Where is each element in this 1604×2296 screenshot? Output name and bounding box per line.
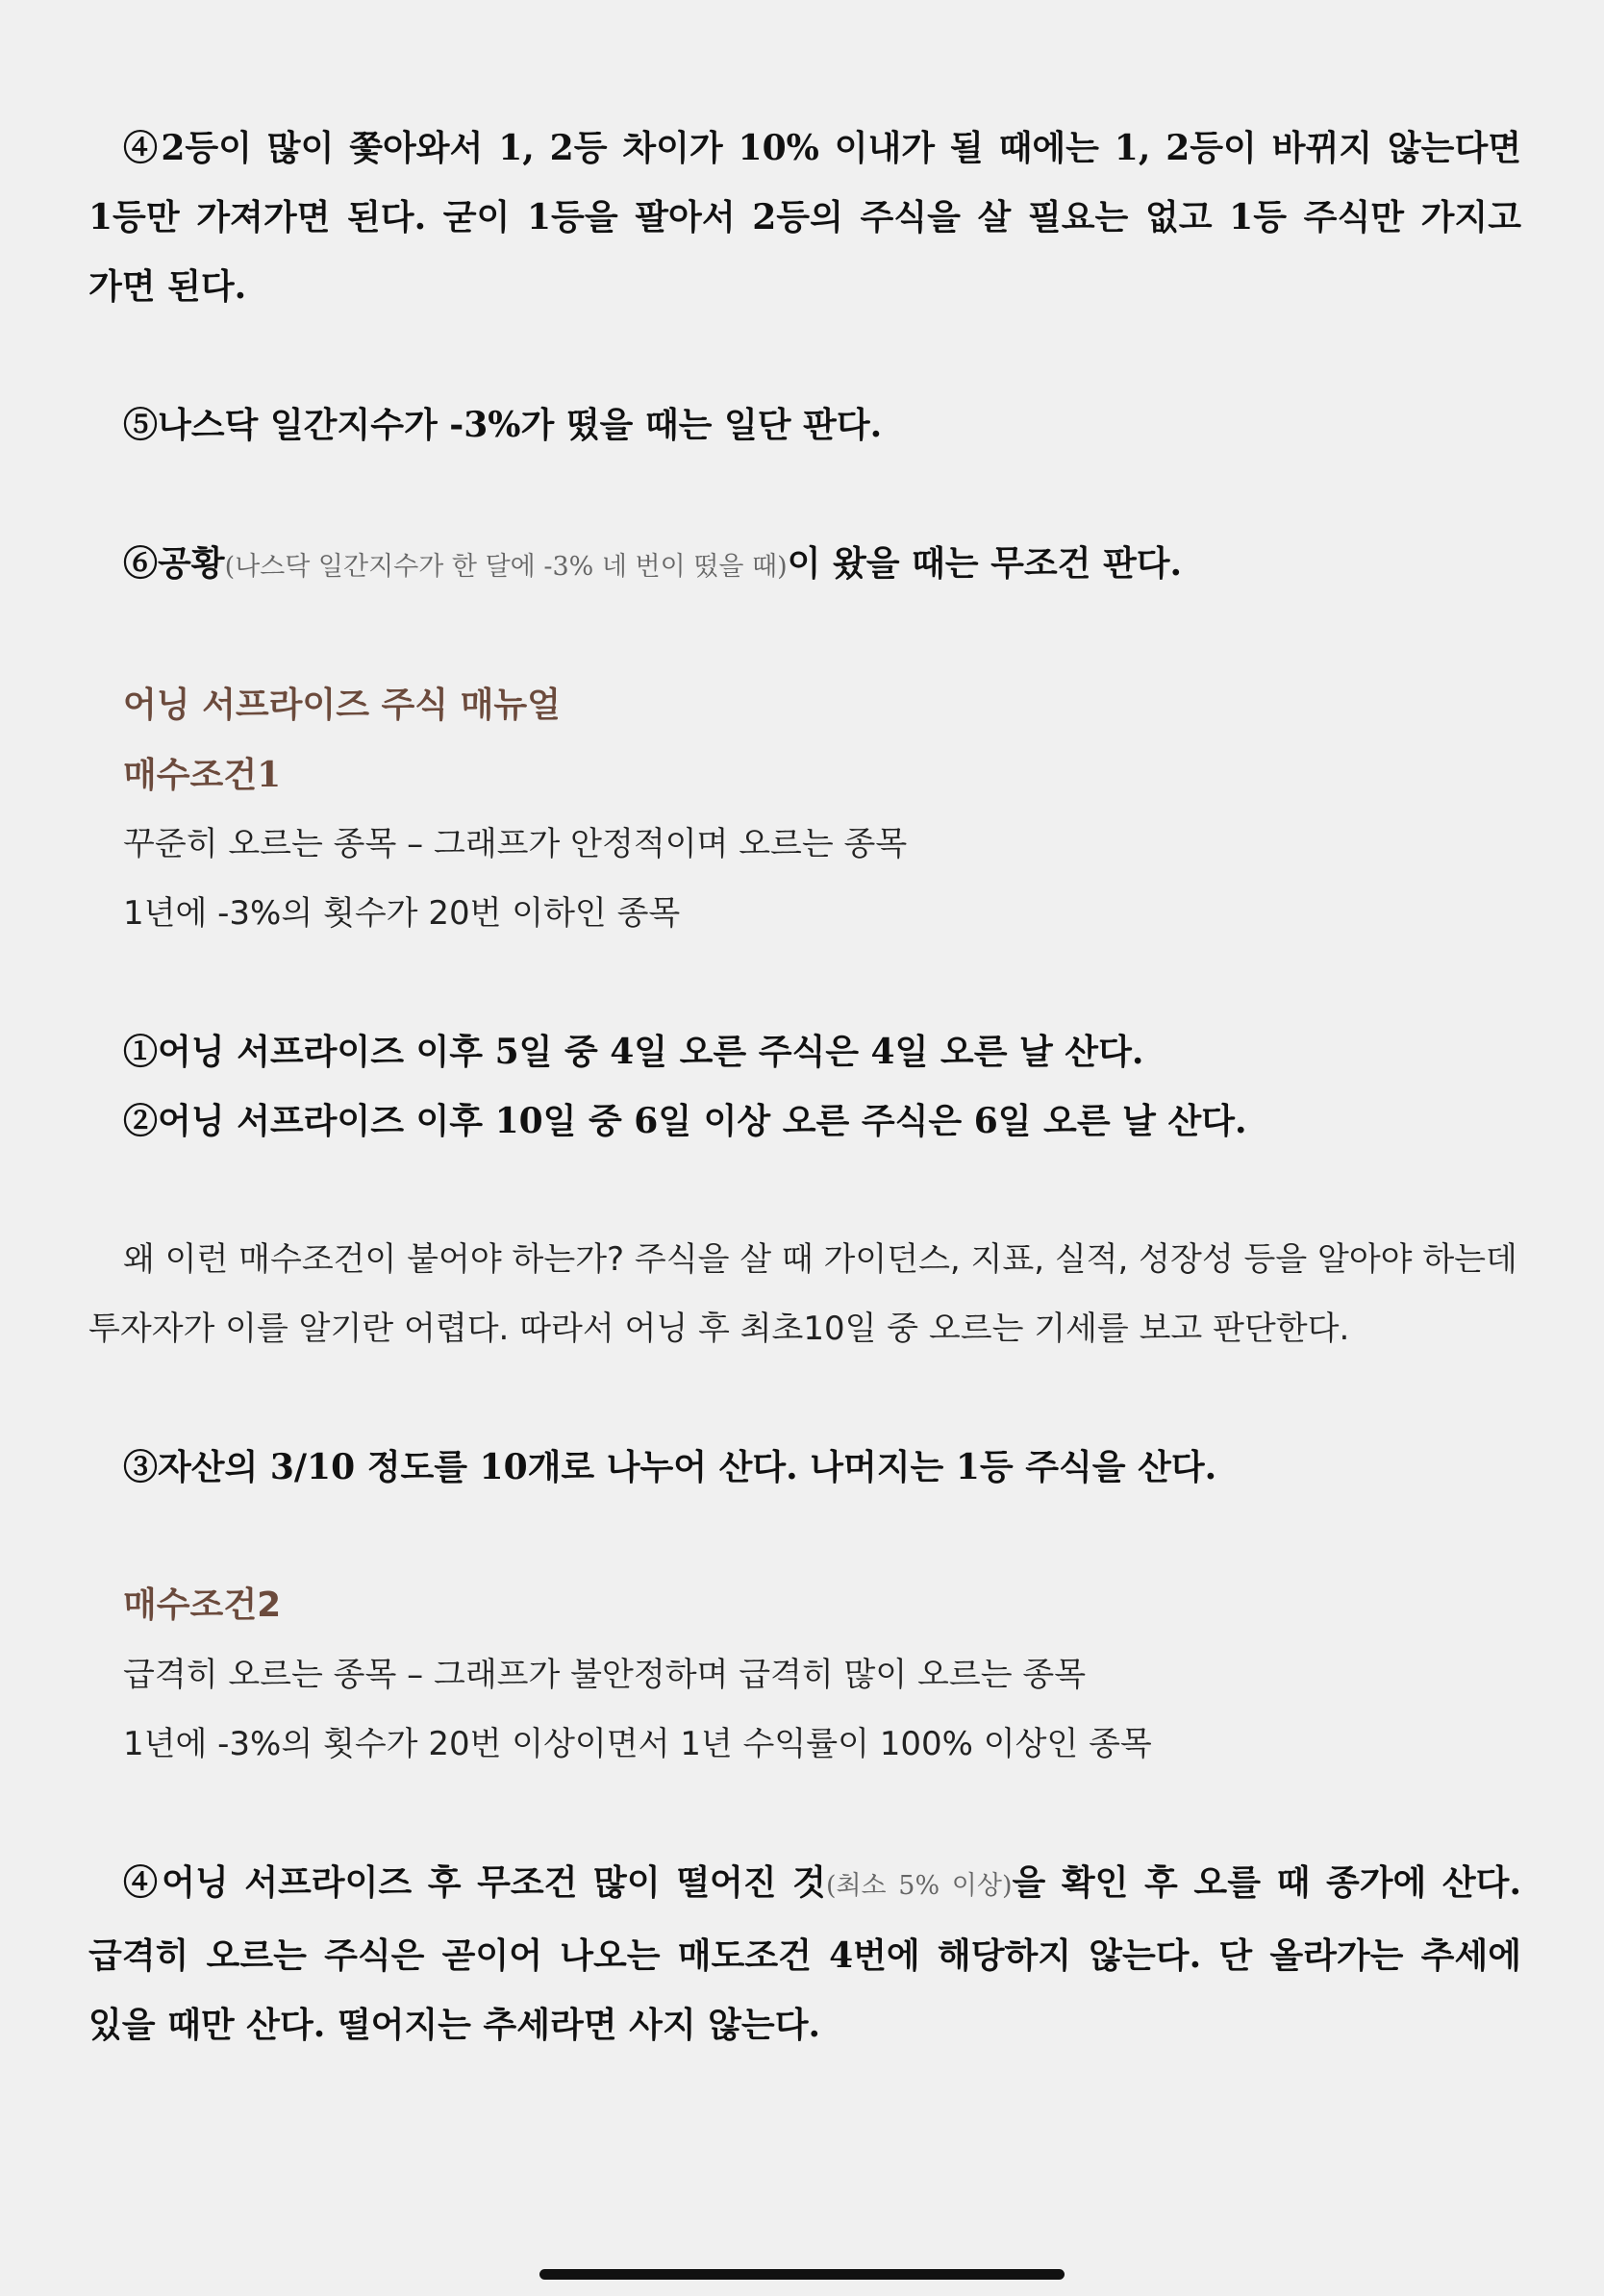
- condition-2-line-1: 급격히 오르는 종목 – 그래프가 불안정하며 급격히 많이 오르는 종목: [123, 1656, 1087, 1694]
- section-title: 어닝 서프라이즈 주식 매뉴얼: [123, 686, 561, 725]
- condition-2-rule-4: [88, 1848, 1521, 2059]
- spacer: [88, 1363, 1521, 1433]
- condition-1-rule-3: ③자산의 3/10 정도를 10개로 나누어 산다. 나머지는 1등 주식을 산다.: [123, 1447, 1217, 1487]
- condition-1-line-2: 1년에 -3%의 횟수가 20번 이하인 종목: [123, 894, 681, 933]
- rule-4-main: ④어닝 서프라이즈 후 무조건 많이 떨어진 것: [123, 1862, 826, 1903]
- rule-4-note: (최소 5% 이상): [825, 1871, 1013, 1901]
- rule-6-main: ⑥공황: [123, 543, 225, 584]
- paragraph-rule-4-top: ④2등이 많이 쫓아와서 1, 2등 차이가 10% 이내가 될 때에는 1, 2등이 바뀌지 않는다면 1등만 가져가면 된다. 굳이 1등을 팔아서 2등의 주식을 살 필요는 없고 1등 주식만 가지고 가면 된다.: [88, 128, 1521, 307]
- rule-6-tail: 이 왔을 때는 무조건 판다.: [787, 543, 1183, 584]
- spacer: [88, 602, 1521, 671]
- spacer: [88, 1156, 1521, 1225]
- document-body: [88, 113, 1521, 2059]
- condition-2-title: 매수조건2: [123, 1585, 282, 1625]
- condition-1-why: 왜 이런 매수조건이 붙어야 하는가? 주식을 살 때 가이던스, 지표, 실적, 성장성 등을 알아야 하는데 투자자가 이를 알기란 어렵다. 따라서 어닝 후 최초10일 중 오르는 기세를 보고 판단한다.: [88, 1240, 1517, 1348]
- condition-1-title: 매수조건1: [123, 755, 282, 795]
- home-indicator[interactable]: [539, 2269, 1065, 2280]
- rule-4-tail: 을 확인 후 오를 때 종가에 산다. 급격히 오르는 주식은 곧이어 나오는 매도조건 4번에 해당하지 않는다. 단 올라가는 추세에 있을 때만 산다. 떨어지는 추세라면 사지 않는다.: [88, 1862, 1521, 2045]
- rule-6-note: (나스닥 일간지수가 한 달에 -3% 네 번이 떴을 때): [224, 552, 788, 582]
- spacer: [88, 948, 1521, 1017]
- condition-1-line-1: 꾸준히 오르는 종목 – 그래프가 안정적이며 오르는 종목: [123, 825, 908, 863]
- paragraph-rule-5: ⑤나스닥 일간지수가 -3%가 떴을 때는 일단 판다.: [123, 405, 883, 445]
- spacer: [88, 460, 1521, 529]
- condition-1-rule-1: ①어닝 서프라이즈 이후 5일 중 4일 오른 주식은 4일 오른 날 산다.: [123, 1032, 1144, 1072]
- paragraph-rule-6: [88, 529, 1521, 602]
- condition-1-rule-2: ②어닝 서프라이즈 이후 10일 중 6일 이상 오른 주식은 6일 오른 날 산다.: [123, 1101, 1247, 1141]
- spacer: [88, 1779, 1521, 1848]
- spacer: [88, 321, 1521, 390]
- condition-2-line-2: 1년에 -3%의 횟수가 20번 이상이면서 1년 수익률이 100% 이상인 종목: [123, 1725, 1152, 1763]
- spacer: [88, 1502, 1521, 1571]
